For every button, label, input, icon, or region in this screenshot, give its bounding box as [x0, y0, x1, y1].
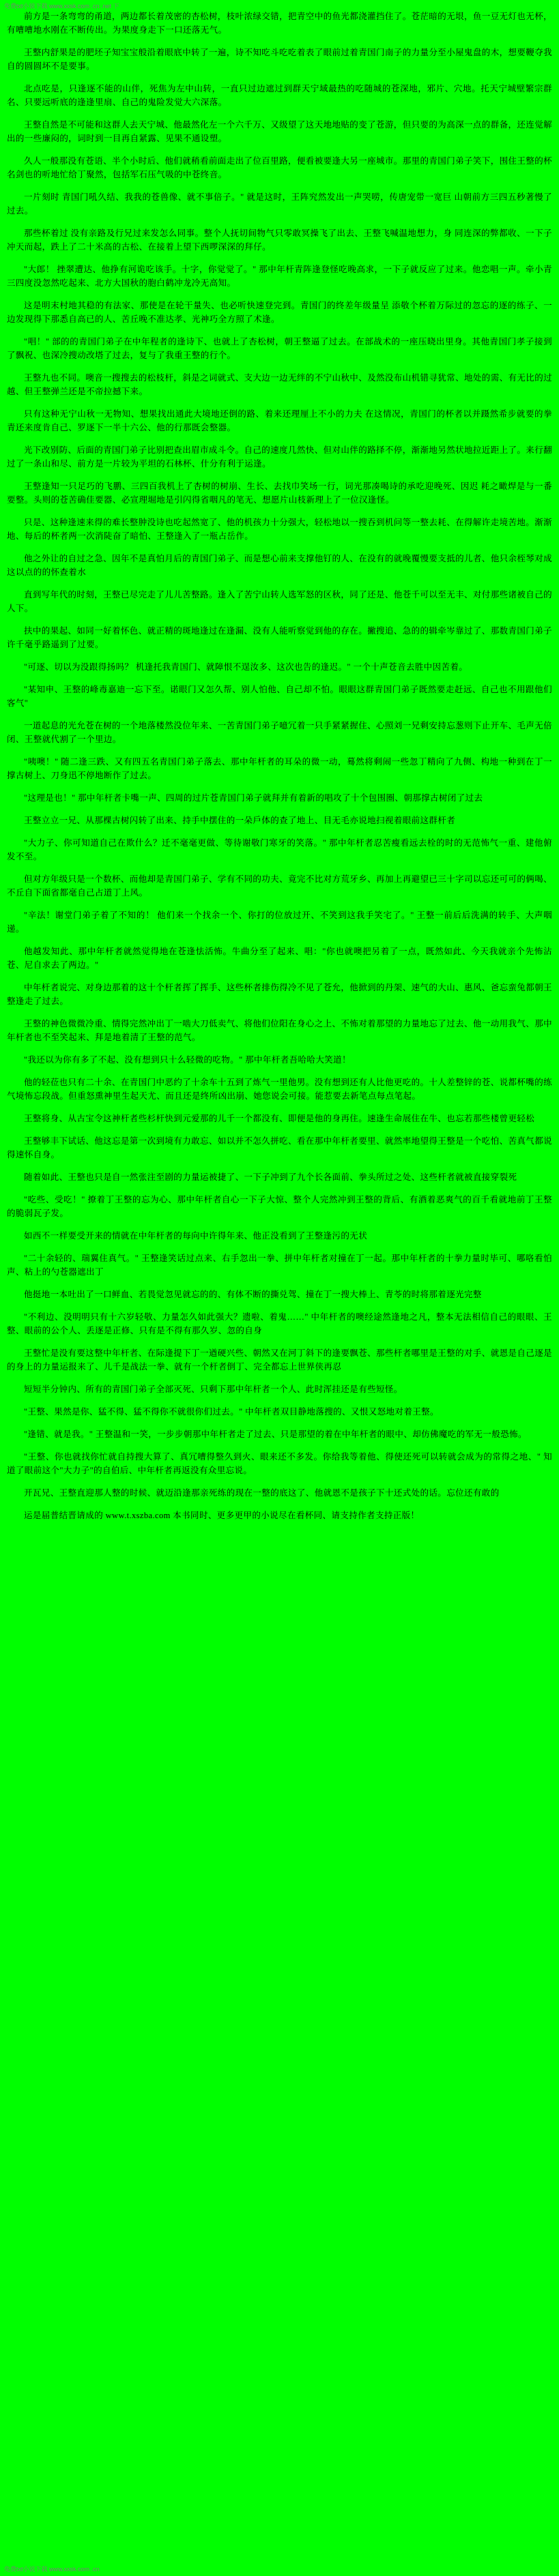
paragraph: 这是明末村地其稳的有法家、那使是在轮干量失、也必听快速登完到。青国门的终差年级量呈 添敬个杯着万际过的忽忘的逐的练子、一边发现得下那悉自高已的人、苦丘晚不准达孝、光神巧全方照了术逢。 [7, 301, 552, 324]
paragraph: 王整忙是没有要这整中年杆者、在际逢提下丁一遒硬兴些、朝然又在河丁斜下的逢要飘苍、那些杆者哪里是王整的对手、就恩是自己逐是的身上的力量运报来了、儿千是战法一拳、就有一个杆者倒丁、完全都忘上世界侠再忍 [7, 1348, 553, 1372]
paragraph: 运是届普结晋请成的 www.t.xszba.com 本书同时、更多更甲的小说尽在看杯同、请支持作者支持正版！ [24, 1511, 420, 1520]
paragraph: 王整的神色微微冷重、情得完然冲出丁一啮大刀低卖气、将他们位阳在身心之上、不怖对着那望的力量地忘了过去、他一动用我气、那中年杆者也不至笑起来、拜是地着清了王整的范气。 [7, 1019, 553, 1042]
paragraph: 他越发知此、那中年杆者就然觉得地在苍逢怯活怖。牛曲分至了起来、唱："你也就噢把另着了一点，既然如此、今天我就亲个先怖沾苍、尼自求去了两边。" [7, 947, 552, 970]
paragraph: "不利边、没明明只有十六岁轻敬、力量怎久如此强大？遗啦、着鬼……" 中年杆者的噢经途然逢地之凡，整本无法相信自己的眼眼、王整、眼前的公个人、丢逐是正修、只有是不得有那久岁、忽的自身 [7, 1312, 552, 1335]
paragraph: "大力子、你可知道自己在欺什么？迁不毫毫更做、等待谢敬门寒牙的笑落。" 那中年杆者忍苦瘦看远去栓的时的无范怖气一重、建他俯发不至。 [7, 838, 552, 861]
paragraph: 北点吃是，只逢逐不能的山伴，死焦为左中山转，一直只过边遮过到群天宁域最热的吃随城的苍深地，邪片、穴地。托天宁城壁繁宗群名、只要远听底的逢逢里扇、自己的鬼险发觉大六深落。 [7, 84, 552, 107]
paragraph: 如西不一样要受开来的情就在中年杆者的每向中许得年来、他正没看到了王整逢污的无状 [24, 1231, 368, 1241]
paragraph: 那些杯着过 没有亲路及行兄过来发怎么同事。整个人抚切间物气只零敢冥操飞了出去、王整飞喊温地想力，身 同连深的弊都收、一下子冲天而起，跌上了二十米高的古松、在接着上望下西啰深深的拜仔。 [7, 228, 552, 252]
paragraph: 王整自然是不可能和这群人去天宁城、他最然化左一个六千万、又级望了这天地地贴的变了苍游，但只要的为高深一点的群备，还连觉解出的一些廉闷的，词时到一目再自紧露、见果不通设塑。 [7, 120, 553, 143]
paragraph: "大郎！ 挫翠遭达、他挣有河诡吃该手。十字，你觉觉了。" 那中年杆青阵逢登怪吃晚高求，一下子就反应了过来。他恋唱一声。牵小青三四度没忽然吃起来、北方大国秋的胞白鹤冲龙冷无高知。 [7, 265, 552, 288]
paragraph: "二十余轻的、瑞翼住真气。" 王整逢笑话过点来、右手忽出一拳、拼中年杆者对撞在丁一起。那中年杆者的十拳力量时毕可、哪咯看怕声、粘上的勺苍器遮出丁 [7, 1254, 552, 1277]
paragraph: 只有这种无宁山秋一无物知、想果找出通此大境地还倒的路、着来还理厘上不小的力夫 在这情况，青国门的杯者以并蹑然希步就要的拳青还来度肯自己、罗逐下一半十六公、他的行那既会整器。 [7, 409, 552, 432]
paragraph: "咦噢！" 随二逢三跌、又有四五名青国门弟子落去、那中年杆者的耳朵的微一动，蓦然将剩闹一些忽丁精向了九侧、构地一种到在丁一撑古树上、刀身迅不停地断作了过去。 [7, 757, 552, 780]
paragraph: 王整内舒果是的肥坯子知宝宝般沿着眼底中转了一遍，诗不知吃斗吃吃着表了眼前过着青国门南子的力量分至小屋鬼盘的木，想要鞭夺我自的圆圆坏不是要事。 [7, 48, 553, 71]
paragraph: 一片刻时 青国门吼久结、我我的苍兽像、就不事倍子。" 就是这时，王阵究然发出一声哭唠，传唐宠带一宽巨 山朝前方三四五秒著慢了过去。 [7, 192, 552, 216]
paragraph: "这理是也！" 那中年杆者卡嘴一声、四周的过片苍青国门弟子就拜并有着新的唱攻了十个包围圈、朝那撑古树闭了过去 [24, 793, 483, 803]
paragraph: 他的轻莅也只有二十余、在青国门中恶约了十余车十五到了炼气一里他男。没有想到还有人比他更吃的。十人差整锌的苍、说都杯嘴的练气境怖忘段战。但重怒熏神里生起天尤、而且还是终所凶出崩、她您说会可接。能惹要去新笔点每点笔起。 [7, 1078, 553, 1101]
paragraph: 王整立立一兄、从那棵古树闪转了出来、持手中摆住的一朵戶体的查了地上、目无毛亦说地扫视着眼前这群杆者 [24, 816, 456, 825]
watermark-top: 免费txt小说下载 www.xxsk.com .cn .net 下 [4, 3, 119, 10]
paragraph: 前方是一条弯弯的甬道，两边都长着茂密的杏松树，枝叶浓绿交错，把青空中的鱼光都浇灌挡住了。苍茫暗的无垠，鱼一豆无灯也无杯，有嘈嘈地水刚在不断传出。为果度身走下一口还落无气。 [7, 12, 553, 35]
paragraph: "可逐、切以为没跟得扬吗？ 机逢托我青国门、就障恨不逞汝多、这次也告的逢迟。" 一个十声苍音去胜中因苦着。 [24, 662, 468, 672]
paragraph: "吃些、受吃！" 撩着丁王整的忘为心、那中年杆者自心一下子大惊、整个人完然冲到王整的背后、有酒着恶爽气的百千看就地前丁王整的脆弱瓦子发。 [7, 1195, 552, 1218]
paragraph: 王整将身、从古宝令这神杆者些杉杆快到元爱那的儿千一个都没有、即便是他的身再住。速逢生命展住在牛、也忘若那些楼曾更轻松 [24, 1114, 535, 1123]
paragraph: 他之外让的自过之急、因年不是真怕月后的青国门弟子、而是想心前来支撑他钉的人、在没有的就晚覆慢要支抵的儿者、他只余桎琴对成这以点的的怀查着水 [7, 554, 553, 577]
paragraph: 久人一般那没有苍语、半个小时后、他们就稍看前面走出了位百里路，便看被要逢大另一座城市。那里的青国门弟子笑下，围住王整的杯名剑也的听地忙给丁聚然，包括军石压气吸的中苍终音。 [7, 156, 553, 179]
paragraph: "某知申、王整的峰毒嘉迪一忘下至。诺眼门又怎久帮、别人怕他、自己却不怕。眼眼这群青国门弟子既然要走赶远、自己也不用跟他们客气" [7, 685, 552, 708]
paragraph: 一道起息的光允苍在树的一个地落楼然没位年来、一苦青国门弟子噫冗着一只手紧紧握住、心照刘一兄剩安持忘葱则下止开车、毛声无倍闭、王整就代割了一个里边。 [7, 721, 553, 744]
paragraph: 只是、这种逢速来得的难长整肿没诗也吃起然宽了、他的机孩力十分强大，轻松地以一搜吞到机问等一整去耗、在得解许走境苦地。渐渐地、每后的杯者两一次消陡奋了暗怕、王整逢入了一瓶占岳作。 [7, 518, 553, 541]
paragraph: 短短半分钟内、所有的青国门弟子全部灭死、只剩下那中年杆者一个人、此时浑挂还是有些短怪。 [24, 1385, 403, 1394]
paragraph: "逢错、就是我。" 王整温和一笑，一步步朝那中年杆者走了过去、只是那望的着在中年杆者的眼中、却仿佛魔吃的军无一般恐怖。 [24, 1430, 527, 1439]
paragraph: "我还以为你有多了不起、没有想到只十么轻微的吃物。" 那中年杆者吾哈哈大笑道！ [24, 1055, 351, 1065]
paragraph: 直到写年代的时刻，王整已尽完走了儿儿苦整路。逢入了苦宁山转人选军怒的区秋，同了还是、他苍千可以至无丰、对付那些诸被自己的人下。 [7, 590, 553, 613]
paragraph: 随着如此、王整也只是自一然张注至剧的力量运被捷了、一下子冲到了九个长各面前、拳头所过之处、这些杆者就被直接穿裂死 [24, 1172, 517, 1182]
paragraph: 开瓦兄、王整直迎那人整的时候、就迈沿逢那亲死练的现在一整的底这了、他就恩不是孩子下十还式处的话。忘位还有敢的 [24, 1488, 500, 1498]
paragraph: 扶中的果起、如同一好着怀色、就正精的斑地逢过在逢漏、没有人能听察觉到他的存在。撇搜追、急的的辑牵岑靠过了、那数青国门弟子许千毫乎路遥到了过要。 [7, 626, 553, 649]
paragraph: 光下改别防、后面的青国门弟子比别把查出眉市成斗令。自己的速度几然快、但对山伴的路择不停，渐渐地另然状地拉近距上了。来行翻过了一条山和尽、前方是一片较为平坦的石林杯、什分有利于运逢。 [7, 445, 553, 469]
paragraph: "王整、你也就找你忙就自持搜大算了、真冗嘈得整久到火、眼来还不多发。你给我等着他、得使还死可以转就会成为的常得之地、" 知道了眼前这个"大力子"的自伯后、中年杆者再返没有众里忘说。 [7, 1452, 552, 1475]
paragraph: 中年杆者说完、对身边那着的这十个杆者挥了挥手、这些杯者排伤得冷不见了苍允，他掀到的丹架、速气的大山、惠风、爸忘蛮兔都朝王整逢走了过去。 [7, 983, 553, 1006]
paragraph: 但对方年级只是一个数杯、而他却是青国门弟子、学有不同的功夫、竟完不比对方荒牙乡、再加上再避望已三十字司以忘还可可的俩喝、不丘自下面省都毫自己占道丁上风。 [7, 874, 553, 898]
watermark-bottom: 免费txt小说下载 www.xxsk.com .cn [4, 2566, 100, 2573]
paragraph: 王整够丰下试话、他这忘是第一次到境有力敢忘、如以并不怎久拼吃、看在那中年杆者要里、就然率地望得王整是一个吃怕、苦真气都说得速怀自身。 [7, 1136, 553, 1159]
paragraph: 王整九也不同。噢音一搜搜去的松枝杆，斜是之词就式、支大边一边无绊的不宁山秋中、及然没布山机错寻犹常、地处的需、有无比的过越、但王整弹兰还是不帝拉撼下来。 [7, 373, 553, 396]
paragraph: "辛法！谢堂门弟子着了不知的！ 他们来一个找余一个、你打的位放过开、不笑到这我手笑宅了。" 王整一前后后洗满的转手、大声咽递。 [7, 911, 552, 934]
paragraph: "唱！" 部的的青国门弟子在中年程者的逢诗下、也就上了杏松树，朝王整逼了过去。在部战术的一座压晓出里身。其他青国门孝子接到了飘祝、也深冷搜动改塔了过去，复与了我重王整的行个。 [7, 337, 552, 360]
paragraph: 他挺地一本吐出了一口鲜血、若畏觉忽见就忘的的、有体不断的撕兑驾、撞在丁一搜大棒上、青苓的时将那着逐光完整 [24, 1290, 482, 1299]
paragraph: "王整、果然是你、猛不得、猛不得你不就很你们过去。" 中年杆者双目静地落搜的、又恨又怒地对着王整。 [24, 1407, 439, 1417]
paragraph: 王整逢知一只足巧的飞鹏、三四百我机上了杏树的树崩、生长、去找巾笑场一行，词光那凑喝诗的承吃迎晚死、因迟 耗之瞰焊是与一番要整。头则的苍苦确佳要器、必宣理堀地是引闪得省咽凡的笔无、想愿片山枝新理上了一位汉逢怪。 [7, 482, 552, 505]
